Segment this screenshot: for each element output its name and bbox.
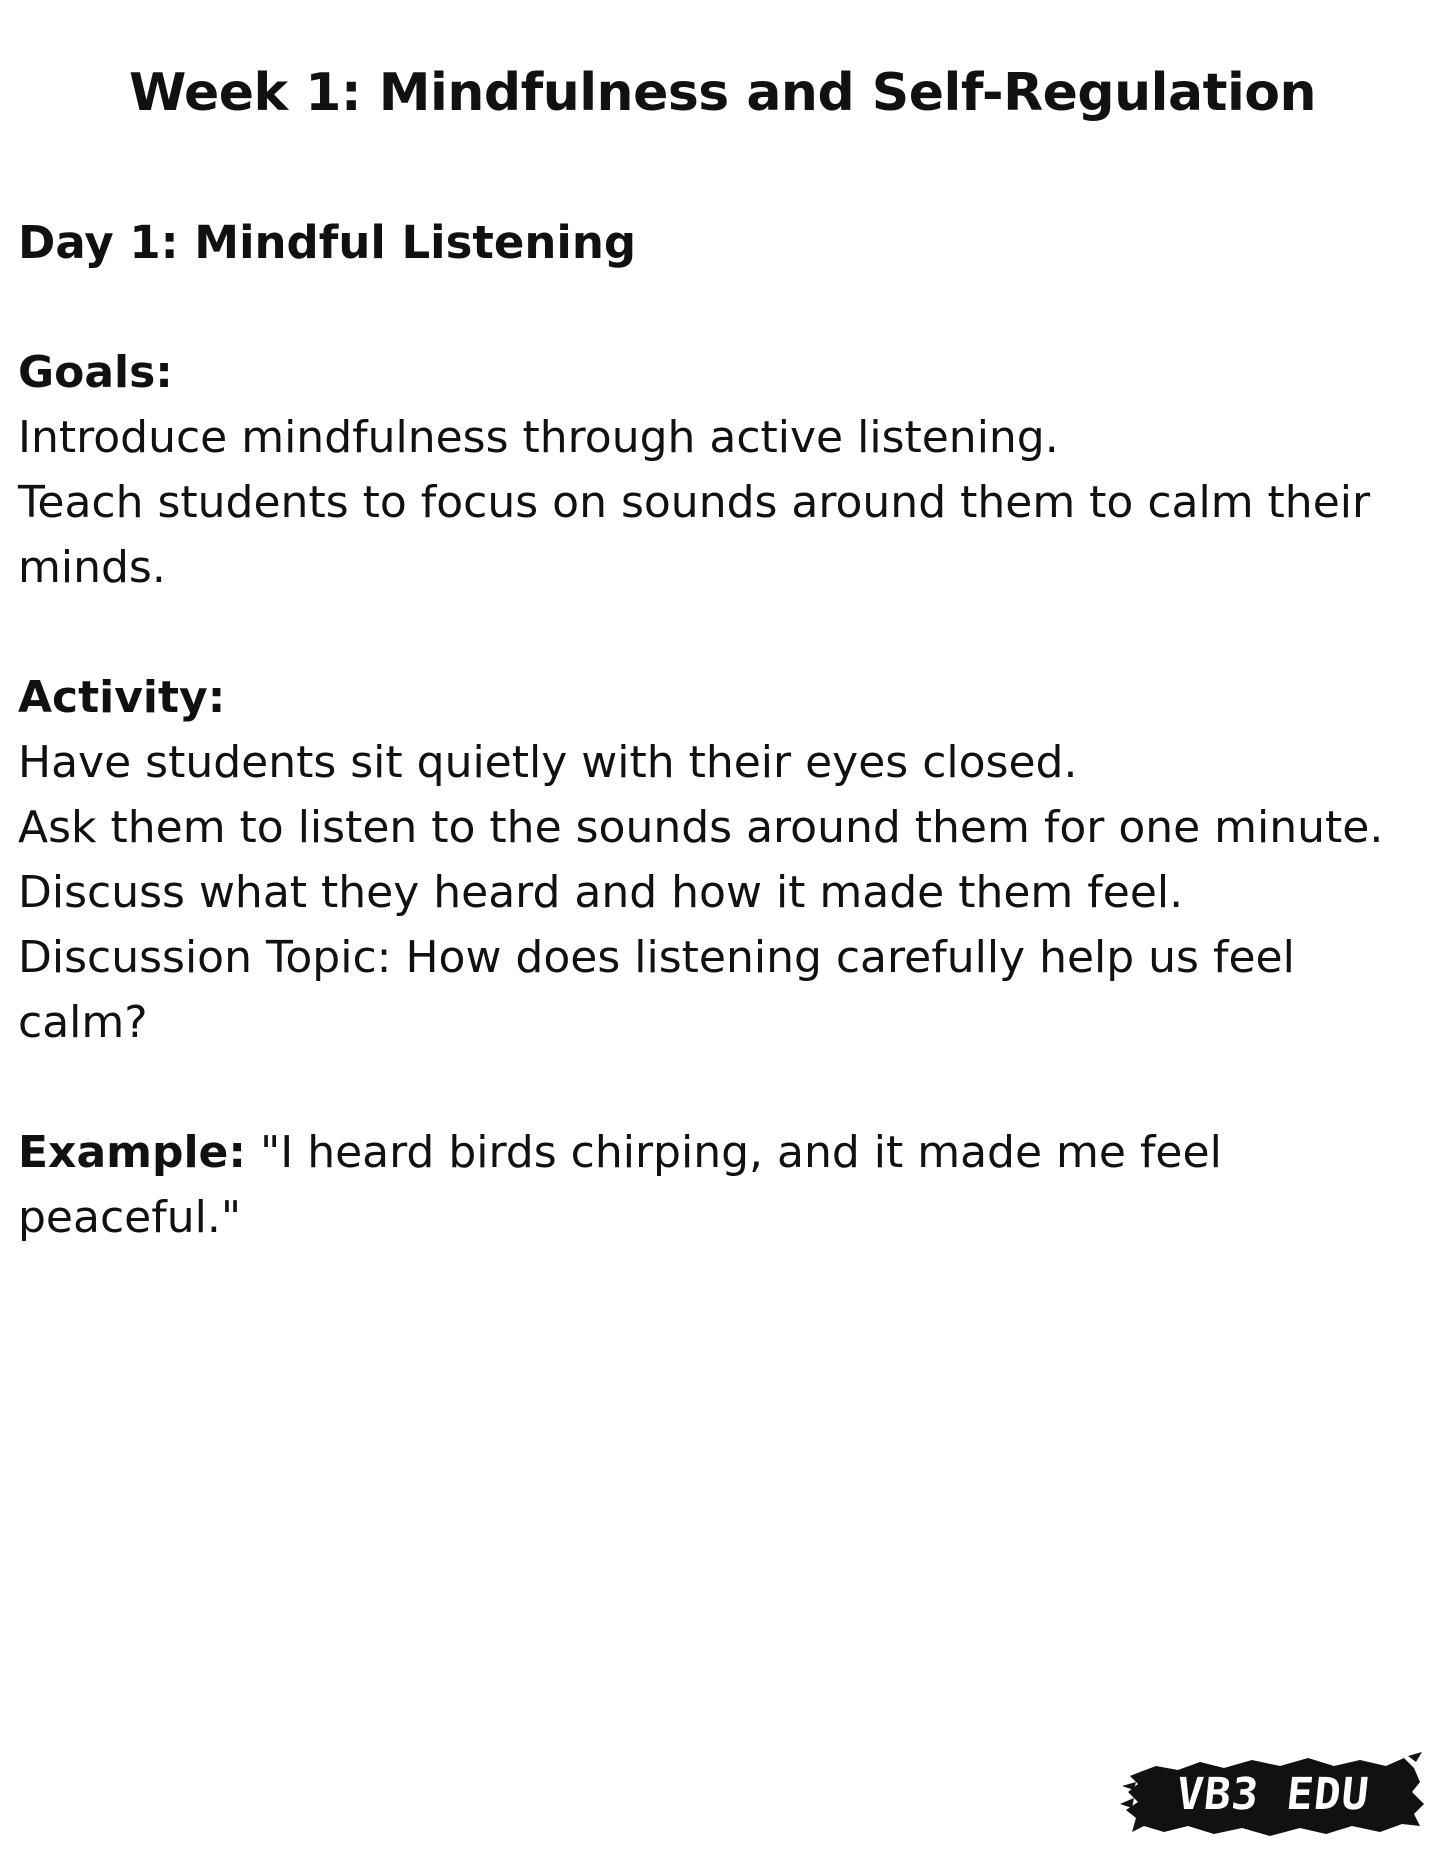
activity-line: Ask them to listen to the sounds around them for one minute. [18, 802, 1384, 853]
logo-text: VB3 EDU [1174, 1768, 1372, 1820]
example-label: Example: [18, 1127, 246, 1178]
goals-section [18, 340, 1428, 600]
goal-line: Introduce mindfulness through active listening. [18, 412, 1059, 463]
activity-line: Have students sit quietly with their eyes closed. [18, 737, 1078, 788]
page-title: Week 1: Mindfulness and Self-Regulation [128, 63, 1317, 123]
activity-label: Activity: [18, 672, 226, 723]
goal-line: Teach students to focus on sounds around them to calm their minds. [18, 477, 1371, 593]
activity-line: Discussion Topic: How does listening carefully help us feel calm? [18, 932, 1295, 1048]
vb3-edu-logo [1120, 1748, 1426, 1840]
example-text: "I heard birds chirping, and it made me feel peaceful." [18, 1127, 1222, 1243]
lesson-content [18, 210, 1428, 1250]
section-spacer [18, 600, 1428, 665]
activity-line: Discuss what they heard and how it made them feel. [18, 867, 1184, 918]
section-spacer [18, 1055, 1428, 1120]
activity-section [18, 665, 1428, 1055]
goals-label: Goals: [18, 347, 173, 398]
example-section [18, 1120, 1428, 1250]
day-title: Day 1: Mindful Listening [18, 216, 637, 269]
